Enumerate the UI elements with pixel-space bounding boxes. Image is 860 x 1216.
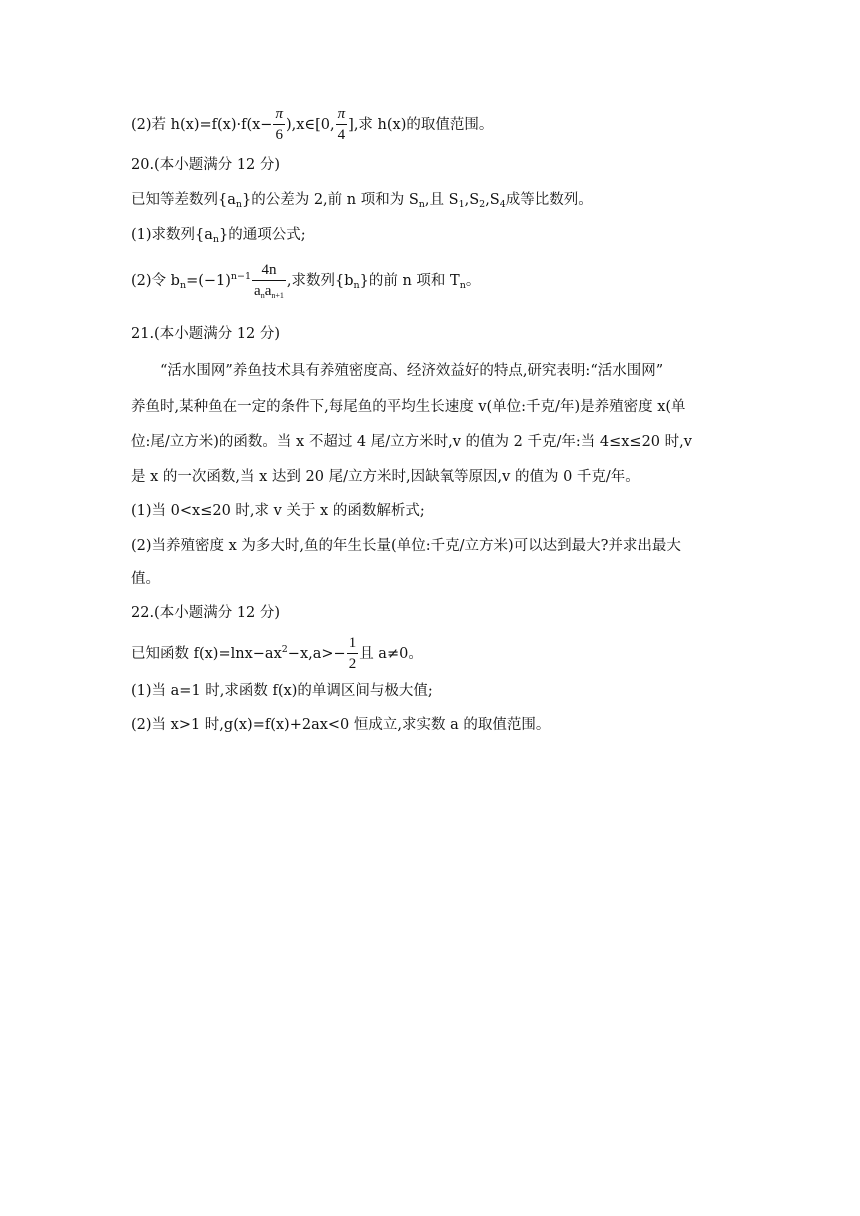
subscript: n — [260, 291, 265, 300]
q20-stem — [131, 193, 593, 208]
subscript: n — [212, 234, 220, 245]
subscript: n — [353, 280, 360, 291]
q21-title: 21.(本小题满分 12 分) — [131, 326, 281, 342]
q19-part2-text-b: ),x∈[0, — [285, 117, 335, 133]
frac-denominator: 4 — [337, 127, 346, 143]
q22-stem — [131, 636, 423, 672]
q19-part2-text-c: ],求 h(x)的取值范围。 — [348, 117, 494, 133]
q21-paragraph-line-3: 位:尾/立方米)的函数。当 x 不超过 4 尾/立方米时,v 的值为 2 千克/年:当 4≤x≤20 时,v — [131, 434, 692, 450]
text: (1)求数列{a — [131, 227, 213, 243]
text: a — [264, 283, 272, 299]
q21-paragraph-line-1: “活水围网”养鱼技术具有养殖密度高、经济效益好的特点,研究表明:“活水围网” — [160, 363, 664, 379]
q21-part2-line-1: (2)当养殖密度 x 为多大时,鱼的年生长量(单位:千克/立方米)可以达到最大?并求出最大 — [131, 538, 681, 554]
text: 且 a≠0。 — [359, 646, 423, 662]
subscript: 4 — [499, 199, 506, 210]
subscript: 1 — [458, 199, 465, 210]
text: ,且 S — [424, 192, 459, 208]
fraction-pi-over-4 — [336, 107, 348, 143]
text: }的前 n 项和 T — [359, 273, 460, 289]
frac-numerator: 1 — [347, 636, 359, 654]
q21-part1: (1)当 0<x≤20 时,求 v 关于 x 的函数解析式; — [131, 503, 425, 519]
text: ,S — [464, 192, 480, 208]
frac-numerator: 4n — [252, 263, 286, 281]
text: ,S — [485, 192, 500, 208]
text: ,求数列{b — [286, 273, 354, 289]
q22-title: 22.(本小题满分 12 分) — [131, 605, 281, 621]
frac-denominator: 6 — [275, 127, 283, 143]
frac-denominator: 2 — [348, 656, 357, 672]
frac-denominator — [252, 281, 286, 299]
subscript: n — [235, 199, 242, 210]
text: 成等比数列。 — [505, 192, 593, 208]
fraction-pi-over-6 — [273, 107, 285, 143]
text: }的通项公式; — [219, 227, 306, 243]
subscript: 2 — [479, 199, 486, 210]
text: 已知函数 f(x)=lnx−ax — [131, 646, 282, 662]
subscript: n — [459, 280, 466, 291]
q21-paragraph-line-4: 是 x 的一次函数,当 x 达到 20 尾/立方米时,因缺氧等原因,v 的值为 0 千克/年。 — [131, 469, 640, 485]
text: a — [254, 283, 261, 299]
subscript: n — [179, 280, 187, 291]
text: 。 — [465, 273, 481, 289]
text: =(−1) — [186, 273, 231, 289]
q21-part2-line-2: 值。 — [131, 571, 160, 587]
superscript: n−1 — [230, 271, 252, 282]
q19-part2 — [131, 107, 493, 143]
text: 已知等差数列{a — [131, 192, 236, 208]
q21-paragraph-line-2: 养鱼时,某种鱼在一定的条件下,每尾鱼的平均生长速度 v(单位:千克/年)是养殖密度 x(单 — [131, 399, 686, 415]
text: }的公差为 2,前 n 项和为 S — [242, 192, 419, 208]
q19-part2-text-a: (2)若 h(x)=f(x)·f(x− — [131, 117, 273, 133]
q20-title: 20.(本小题满分 12 分) — [131, 157, 281, 173]
q22-part1: (1)当 a=1 时,求函数 f(x)的单调区间与极大值; — [131, 683, 433, 699]
frac-numerator: π — [337, 106, 346, 122]
subscript: n+1 — [271, 291, 284, 300]
text: (2)令 b — [131, 273, 180, 289]
text: −x,a>− — [287, 646, 346, 662]
q20-part1 — [131, 228, 306, 243]
superscript: 2 — [281, 644, 288, 655]
q20-part2 — [131, 263, 480, 299]
subscript: n — [418, 199, 425, 210]
q22-part2: (2)当 x>1 时,g(x)=f(x)+2ax<0 恒成立,求实数 a 的取值范围。 — [131, 717, 551, 733]
fraction-one-half — [347, 636, 359, 672]
fraction-4n-over-anan1 — [252, 263, 286, 299]
frac-numerator: π — [275, 106, 283, 122]
